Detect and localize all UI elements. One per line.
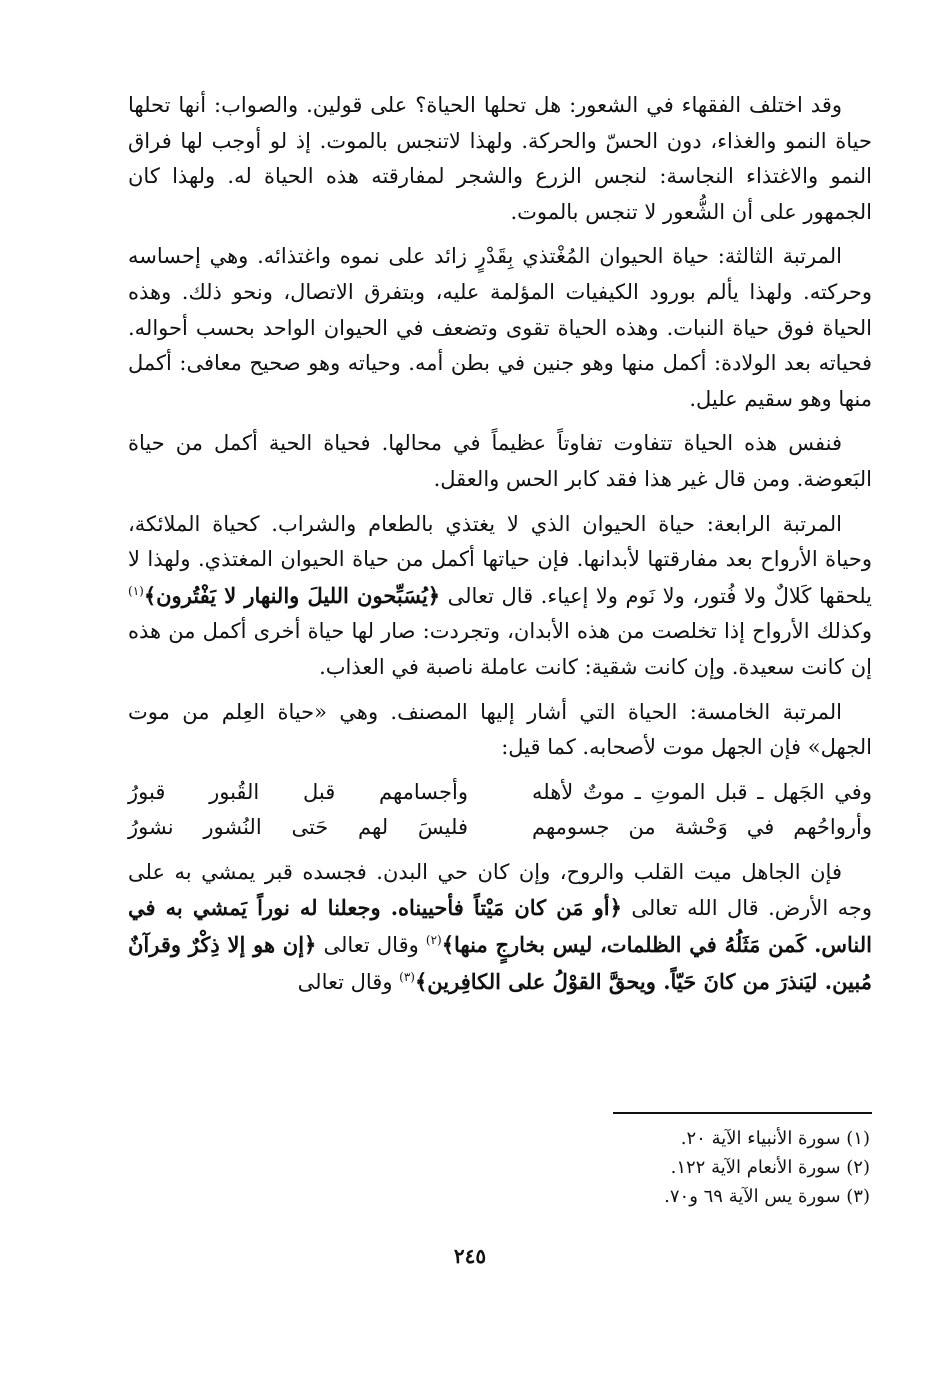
- poem-verse: [128, 775, 872, 846]
- footnotes: [560, 1124, 870, 1211]
- paragraph-fourth-rank-text-b: وكذلك الأرواح إذا تخلصت من هذه الأبدان، وتجردت: صار لها حياة أخرى أكمل من هذه إن كانت سعيدة. وإن كانت شقية: كانت عاملة ناصبة في العذاب.: [128, 619, 872, 679]
- paragraph-fourth-rank: [128, 507, 872, 686]
- footnote-marker-3: (٣): [399, 969, 415, 984]
- poem-line-1-second-hemistich: وأجسامهم قبل القُبور قبورُ: [128, 779, 468, 804]
- poem-line-1: [128, 775, 872, 811]
- paragraph-life-variation: فنفس هذه الحياة تتفاوت تفاوتاً عظيماً في محالها. فحياة الحية أكمل من حياة البَعوضة. ومن قال غير هذا فقد كابر الحس والعقل.: [128, 431, 872, 491]
- poem-line-2-first-hemistich: وأرواحُهم في وَحْشة من جسومهم: [532, 815, 872, 840]
- paragraph-ignorant-text-a: فإن الجاهل ميت القلب والروح، وإن كان حي البدن. فجسده قبر يمشي به على وجه الأرض. قال الله تعالى: [128, 859, 872, 921]
- page-body: [128, 88, 872, 1009]
- poem-line-1-first-hemistich: وفي الجَهل ـ قبل الموتِ ـ موتٌ لأهله: [532, 779, 872, 804]
- paragraph-ignorant-text-b: وقال تعالى: [316, 933, 426, 958]
- quran-verse-2: ﴿أو مَن كان مَيْتاً فأحييناه. وجعلنا له نوراً يَمشي به في الناس. كَمن مَثَلُهُ في الظلمات، ليس بخارجٍ منها﴾: [128, 895, 872, 958]
- footnote-marker-1: (١): [128, 583, 144, 598]
- footnote-divider: [613, 1112, 872, 1114]
- paragraph-ignorant-text-c: وقال تعالى: [297, 969, 400, 994]
- paragraph-third-rank: المرتبة الثالثة: حياة الحيوان المُغْتذي بِقَدْرٍ زائد على نموه واغتذائه. وهي إحساسه وحركته. ولهذا يألم بورود الكيفيات المؤلمة عليه، وبتفرق الاتصال، ونحو ذلك. وهذه الحياة فوق حياة النبات. وهذه الحياة تقوى وتضعف في الحيوان الواحد بحسب أحواله. فحياته بعد الولادة: أكمل منها وهو جنين في بطن أمه. وحياته وهو صحيح معافى: أكمل منها وهو سقيم عليل.: [128, 244, 872, 411]
- footnote-marker-2: (٢): [425, 933, 442, 948]
- poem-line-2-second-hemistich: فليسَ لهم حَتى النُشور نشورُ: [128, 815, 468, 840]
- poem-line-2: [128, 810, 872, 846]
- quran-verse-3: ﴿إن هو إلا ذِكْرٌ وقرآنٌ مُبين. ليَنذرَ من كانَ حَيّاً. ويحقَّ القوْلُ على الكافِرين﴾: [128, 932, 872, 994]
- paragraph-hair-ruling: وقد اختلف الفقهاء في الشعور: هل تحلها الحياة؟ على قولين. والصواب: أنها تحلها حياة النمو والغذاء، دون الحسّ والحركة. ولهذا لاتنجس بالموت. إذ لو أوجب لها فراق النمو والاغتذاء النجاسة: لنجس الزرع والشجر لمفارقته هذه الحياة له. ولهذا كان الجمهور على أن الشُّعور لا تنجس بالموت.: [128, 93, 872, 224]
- quran-verse-1: ﴿يُسَبِّحون الليلَ والنهار لا يَفْتُرون﴾: [143, 582, 441, 608]
- footnote-1: (١) سورة الأنبياء الآية ٢٠.: [680, 1128, 870, 1149]
- footnote-3: (٣) سورة يس الآية ٦٩ و٧٠.: [664, 1186, 870, 1207]
- footnote-2: (٢) سورة الأنعام الآية ١٢٢.: [670, 1157, 870, 1178]
- page-number: ٢٤٥: [453, 1244, 487, 1268]
- paragraph-fifth-rank: المرتبة الخامسة: الحياة التي أشار إليها المصنف. وهي «حياة العِلم من موت الجهل» فإن الجهل موت لأصحابه. كما قيل:: [128, 699, 872, 760]
- paragraph-fourth-rank-text-a: المرتبة الرابعة: حياة الحيوان الذي لا يغتذي بالطعام والشراب. كحياة الملائكة، وحياة الأرواح بعد مفارقتها لأبدانها. فإن حياتها أكمل من حياة الحيوان المغتذي. ولهذا لا يلحقها كَلالٌ ولا فُتور، ولا نَوم ولا إعياء. قال تعالى: [128, 511, 872, 608]
- paragraph-ignorant-dead: [128, 855, 872, 1000]
